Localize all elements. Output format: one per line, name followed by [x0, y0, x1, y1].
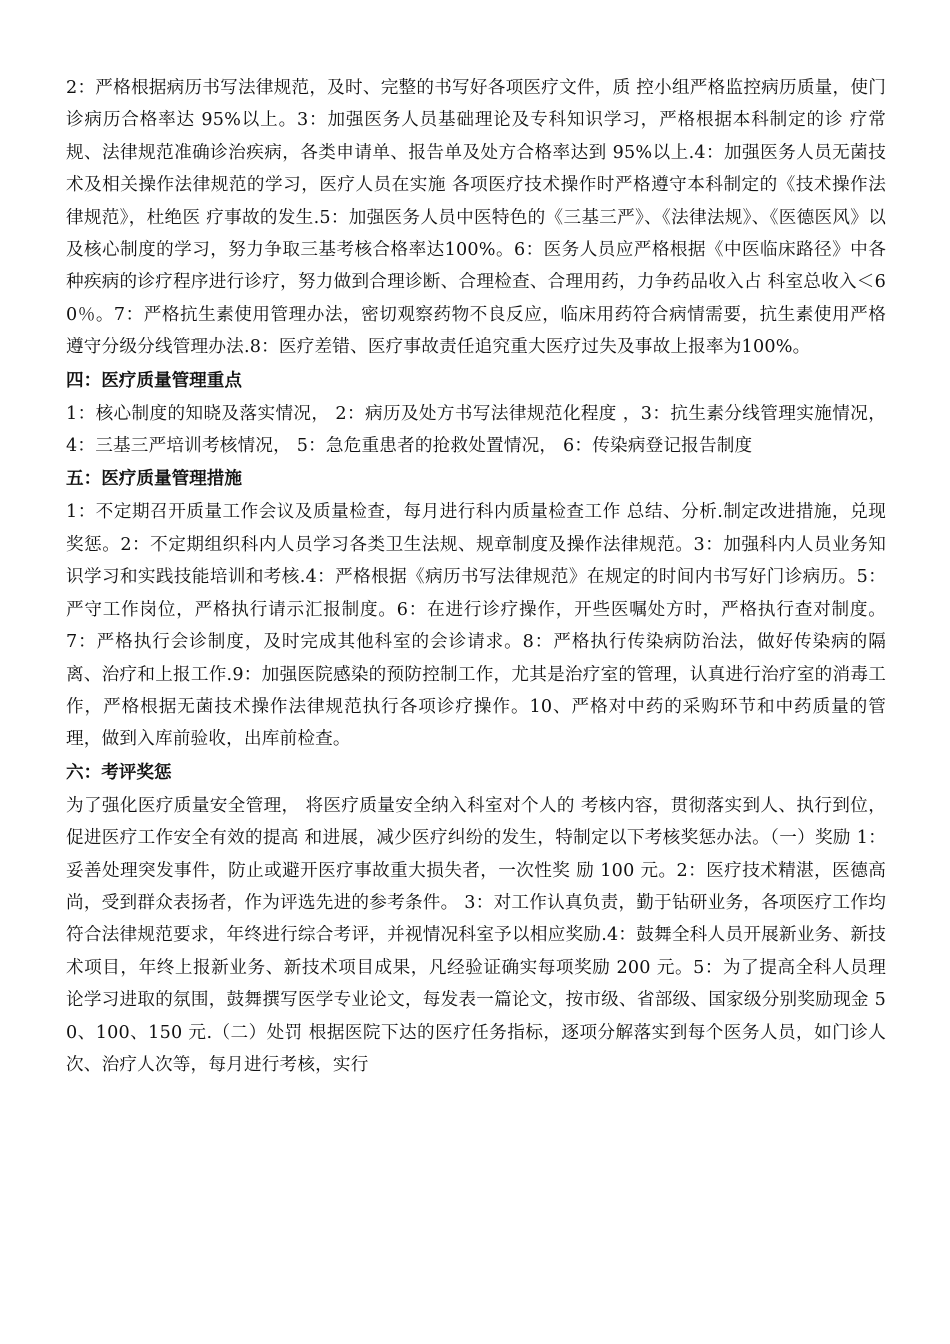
paragraph-intro: 2：严格根据病历书写法律规范，及时、完整的书写好各项医疗文件，质 控小组严格监控病历质量，使门诊病历合格率达 95%以上。3：加强医务人员基础理论及专科知识学习，严格根据本科制定的诊 疗常规、法律规范准确诊治疾病，各类申请单、报告单及处方合格率达到 95%以上.4：加强医务人员无菌技术及相关操作法律规范的学习，医疗人员在实施 各项医疗技术操作时严格遵守本科制定的《技术操作法律规范》，杜绝医 疗事故的发生.5：加强医务人员中医特色的《三基三严》、《法律法规》、《医德医风》以及核心制度的学习，努力争取三基考核合格率达100%。6：医务人员应严格根据《中医临床路径》中各种疾病的诊疗程序进行诊疗，努力做到合理诊断、合理检查、合理用药，力争药品收入占 科室总收入＜60％。7：严格抗生素使用管理办法，密切观察药物不良反应，临床用药符合病情需要，抗生素使用严格遵守分级分线管理办法.8：医疗差错、医疗事故责任追究重大医疗过失及事故上报率为100%。 — [66, 78, 886, 358]
section-5-heading: 五：医疗质量管理措施 — [66, 469, 242, 490]
section-4-body: 1：核心制度的知晓及落实情况， 2：病历及处方书写法律规范化程度 ，3：抗生素分线管理实施情况， 4：三基三严培训考核情况， 5：急危重患者的抢救处置情况， 6：传染病登记报告制度 — [66, 403, 886, 457]
section-5-body: 1：不定期召开质量工作会议及质量检查，每月进行科内质量检查工作 总结、分析.制定改进措施，兑现奖惩。2：不定期组织科内人员学习各类卫生法规、规章制度及操作法律规范。3：加强科内人员业务知识学习和实践技能培训和考核.4：严格根据《病历书写法律规范》在规定的时间内书写好门诊病历。5：严守工作岗位，严格执行请示汇报制度。6：在进行诊疗操作，开些医嘱处方时，严格执行查对制度。7：严格执行会诊制度，及时完成其他科室的会诊请求。8：严格执行传染病防治法，做好传染病的隔离、治疗和上报工作.9：加强医院感染的预防控制工作，尤其是治疗室的管理，认真进行治疗室的消毒工作，严格根据无菌技术操作法律规范执行各项诊疗操作。10、严格对中药的采购环节和中药质量的管理，做到入库前验收，出库前检查。 — [66, 502, 886, 750]
section-4-heading: 四：医疗质量管理重点 — [66, 370, 242, 391]
document-page — [66, 72, 886, 1081]
section-6-body: 为了强化医疗质量安全管理， 将医疗质量安全纳入科室对个人的 考核内容，贯彻落实到人、执行到位，促进医疗工作安全有效的提高 和进展，减少医疗纠纷的发生，特制定以下考核奖惩办法。（一）奖励 1：妥善处理突发事件，防止或避开医疗事故重大损失者，一次性奖 励 100 元。2：医疗技术精湛，医德高尚，受到群众表扬者，作为评选先进的参考条件。 3：对工作认真负责，勤于钻研业务，各项医疗工作均符合法律规范要求，年终进行综合考评，并视情况科室予以相应奖励.4：鼓舞全科人员开展新业务、新技术项目，年终上报新业务、新技术项目成果，凡经验证确实每项奖励 200 元。5：为了提高全科人员理论学习进取的氛围，鼓舞撰写医学专业论文，每发表一篇论文，按市级、省部级、国家级分别奖励现金 50、100、150 元.（二）处罚 根据医院下达的医疗任务指标，逐项分解落实到每个医务人员，如门诊人次、治疗人次等，每月进行考核，实行 — [66, 795, 886, 1075]
section-6-heading: 六：考评奖惩 — [66, 762, 172, 783]
